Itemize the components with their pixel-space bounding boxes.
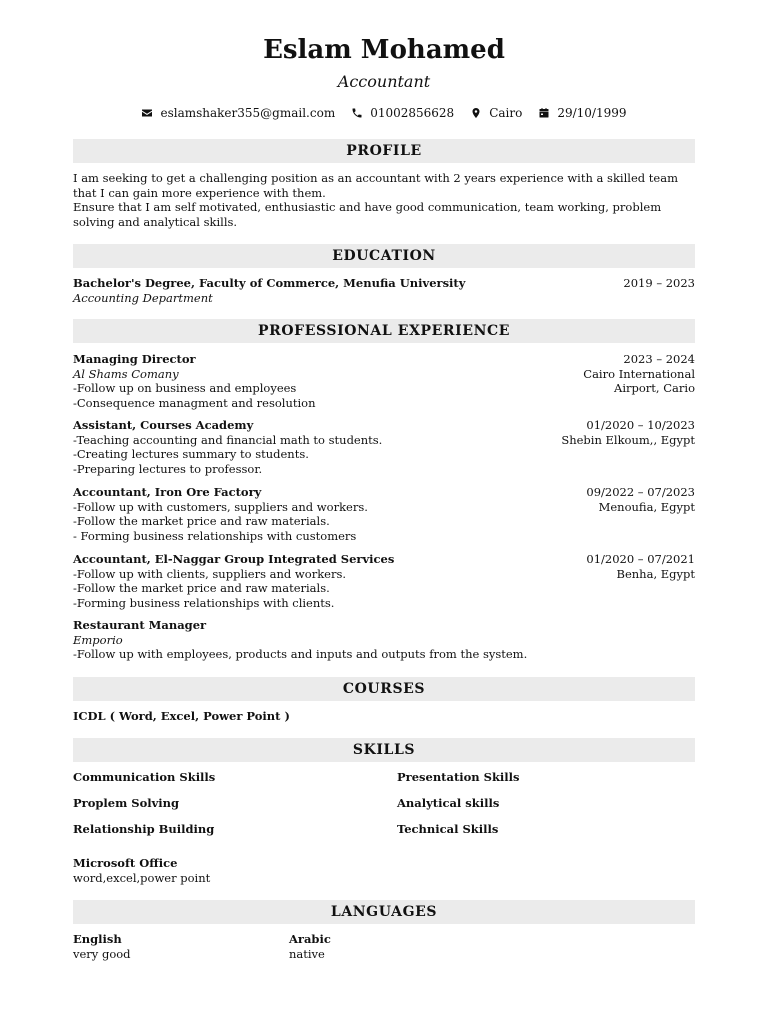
- candidate-name: Eslam Mohamed: [263, 35, 505, 65]
- job-entry-restaurant-manager: [73, 618, 695, 662]
- job-bullet: -Teaching accounting and financial math to students.: [73, 432, 383, 447]
- job-title: Accountant, Iron Ore Factory: [73, 485, 262, 499]
- job-bullet: -Follow up with customers, suppliers and workers.: [73, 499, 368, 514]
- microsoft-office-skill: [73, 856, 695, 885]
- phone-text: 01002856628: [370, 106, 455, 120]
- contact-email[interactable]: [141, 104, 335, 122]
- job-entry-courses-academy: [73, 418, 695, 476]
- job-title: Restaurant Manager: [73, 618, 207, 632]
- job-bullet: -Preparing lectures to professor.: [73, 461, 263, 476]
- skill-item: Presentation Skills: [397, 770, 520, 784]
- birthdate-text: 29/10/1999: [557, 106, 627, 120]
- job-title: Assistant, Courses Academy: [73, 418, 254, 432]
- profile-text: [73, 171, 695, 229]
- contact-phone[interactable]: [351, 104, 454, 122]
- job-location: Airport, Cario: [614, 381, 695, 396]
- skill-item: Technical Skills: [397, 822, 499, 837]
- job-dates: 09/2022 – 07/2023: [586, 485, 695, 499]
- profile-line-1: I am seeking to get a challenging position as an accountant with 2 years experience with a skilled team that I can gain more experience with them.: [73, 171, 678, 200]
- skill-item: Relationship Building: [73, 822, 215, 837]
- skills-heading: SKILLS: [73, 738, 695, 762]
- job-entry-iron-ore-factory: [73, 485, 695, 543]
- office-title: Microsoft Office: [73, 856, 178, 870]
- job-bullet: -Follow up with clients, suppliers and workers.: [73, 566, 347, 581]
- languages-grid: [73, 932, 695, 961]
- office-detail: word,excel,power point: [73, 870, 211, 885]
- job-bullet: -Creating lectures summary to students.: [73, 447, 309, 462]
- job-bullet: -Follow the market price and raw materials.: [73, 581, 330, 596]
- job-bullet: -Follow up with employees, products and inputs and outputs from the system.: [73, 647, 528, 662]
- language-name: English: [73, 932, 122, 946]
- contact-bar: [0, 104, 768, 122]
- job-title: Accountant, El-Naggar Group Integrated Services: [73, 552, 395, 566]
- job-bullet: - Forming business relationships with customers: [73, 528, 357, 543]
- language-arabic: [289, 932, 695, 961]
- map-pin-icon: [470, 107, 482, 119]
- skill-item: Analytical skills: [397, 796, 500, 811]
- calendar-icon: [538, 107, 550, 119]
- job-location: Menoufia, Egypt: [598, 499, 695, 514]
- phone-icon: [351, 107, 363, 119]
- education-dates: 2019 – 2023: [623, 276, 695, 290]
- email-text: eslamshaker355@gmail.com: [160, 106, 336, 120]
- education-heading: EDUCATION: [73, 244, 695, 268]
- skill-item: Communication Skills: [73, 770, 216, 784]
- languages-heading: LANGUAGES: [73, 900, 695, 924]
- job-dates: 01/2020 – 10/2023: [586, 418, 695, 432]
- contact-location[interactable]: [470, 104, 522, 122]
- job-bullet: -Consequence managment and resolution: [73, 395, 316, 410]
- job-bullet: -Follow up on business and employees: [73, 381, 297, 396]
- job-location: Shebin Elkoum,, Egypt: [561, 432, 695, 447]
- skill-item: Proplem Solving: [73, 796, 180, 811]
- envelope-icon: [141, 107, 153, 119]
- education-entry: [73, 276, 695, 305]
- job-entry-el-naggar-group: [73, 552, 695, 610]
- profile-heading: PROFILE: [73, 139, 695, 163]
- job-company: Emporio: [73, 632, 123, 647]
- job-location: Cairo International: [583, 366, 695, 381]
- job-entry-managing-director: [73, 352, 695, 410]
- language-level: native: [289, 946, 325, 961]
- contact-birthdate: [538, 104, 626, 122]
- job-bullet: -Forming business relationships with clients.: [73, 595, 335, 610]
- job-title: Managing Director: [73, 352, 196, 366]
- job-bullet: -Follow the market price and raw materials.: [73, 514, 330, 529]
- location-text: Cairo: [489, 106, 523, 120]
- job-location: Benha, Egypt: [616, 566, 695, 581]
- job-company: Al Shams Comany: [73, 366, 179, 381]
- job-dates: 01/2020 – 07/2021: [586, 552, 695, 566]
- skills-grid: [73, 770, 695, 837]
- education-degree: Bachelor's Degree, Faculty of Commerce, Menufia University: [73, 276, 466, 290]
- profile-line-2: Ensure that I am self motivated, enthusiastic and have good communication, team working, problem solving and analytical skills.: [73, 200, 662, 229]
- language-name: Arabic: [289, 932, 331, 946]
- language-english: [73, 932, 289, 961]
- language-level: very good: [73, 946, 131, 961]
- candidate-title: Accountant: [337, 72, 431, 91]
- course-item: ICDL ( Word, Excel, Power Point ): [73, 709, 290, 723]
- education-department: Accounting Department: [73, 290, 213, 305]
- experience-heading: PROFESSIONAL EXPERIENCE: [73, 319, 695, 343]
- courses-heading: COURSES: [73, 677, 695, 701]
- job-dates: 2023 – 2024: [623, 352, 695, 366]
